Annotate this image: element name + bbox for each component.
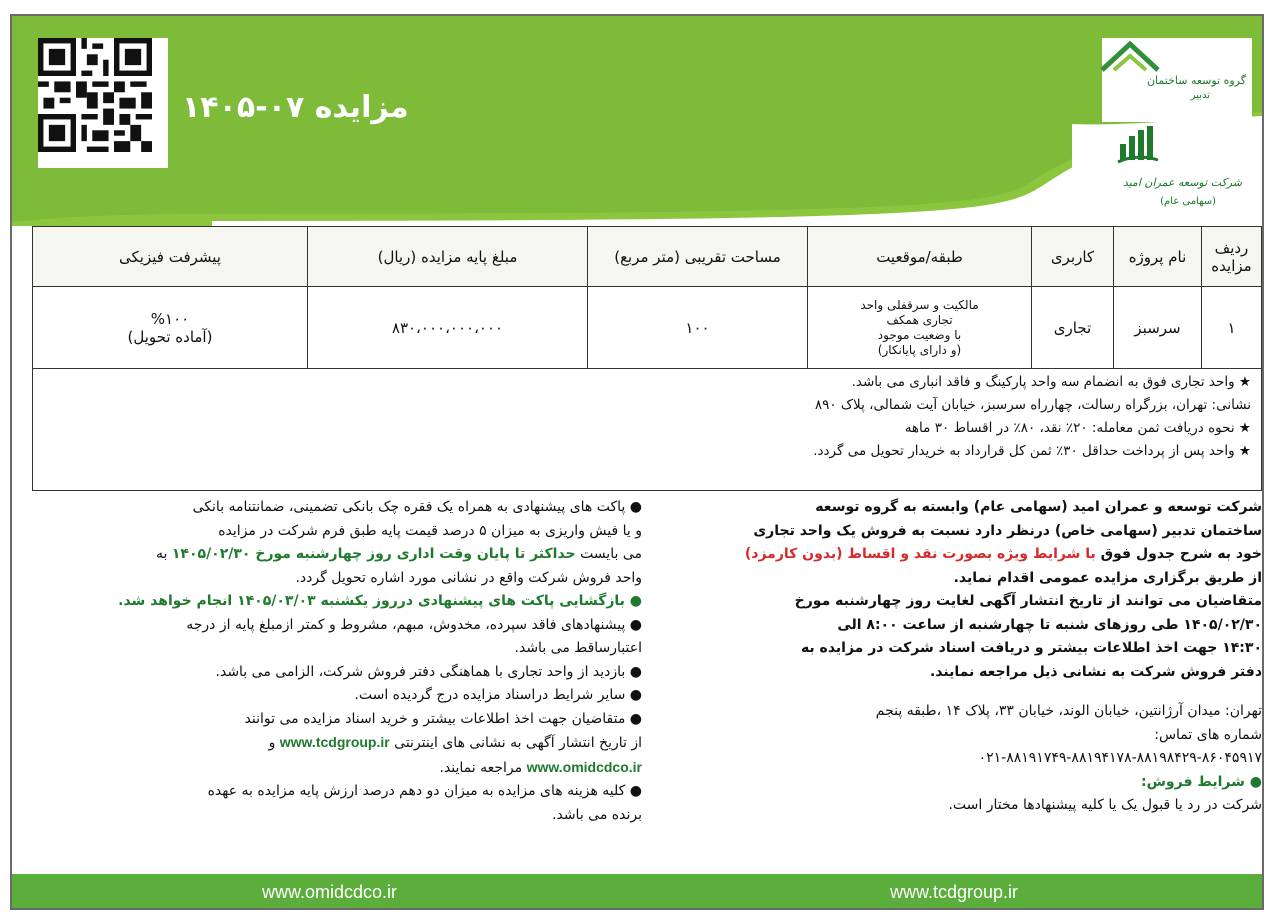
ad-frame [10,14,1264,910]
qr-code-icon [38,38,152,152]
logo-omid [1116,120,1246,220]
th-usage: کاربری [1032,227,1114,287]
bullet-line: ● بازدید از واحد تجاری با هماهنگی دفتر فروش شرکت، الزامی می باشد. [215,663,642,680]
bullet-text: به [156,546,172,562]
notes-box [32,367,1262,491]
location-line: (و دارای پایانکار) [877,342,962,357]
sale-terms-label: ● شرایط فروش: [1141,773,1262,790]
tcdgroup-link[interactable]: www.tcdgroup.ir [279,734,390,750]
omidcdco-link[interactable]: www.omidcdco.ir [526,758,642,775]
sale-terms-text: شرکت در رد یا قبول یک یا کلیه پیشنهادها مختار است. [948,797,1262,813]
body-columns [32,496,1262,868]
auction-table [32,226,1262,369]
logo-tadbir [1100,38,1250,118]
bullet-line: ● سایر شرایط دراسناد مزایده درج گردیده است. [354,687,642,703]
bullet-line: ● کلیه هزینه های مزایده به میزان دو دهم درصد ارزش پایه مزایده به عهده [207,783,642,799]
note-line: نشانی: تهران، بزرگراه رسالت، چهارراه سرسبز، خیابان آیت شمالی، پلاک ۸۹۰ [814,397,1251,413]
footer-omidcdco-link[interactable]: www.omidcdco.ir [262,882,398,902]
bullet-text: از تاریخ انتشار آگهی به نشانی های اینترنتی [389,735,642,751]
cell-area: ۱۰۰ [588,287,808,369]
bullet-text: مراجعه نمایند. [439,759,527,776]
cell-usage: تجاری [1032,287,1114,369]
spacer [650,684,1262,700]
intro-line [650,543,1262,567]
cell-radif: ۱ [1202,287,1262,369]
location-line: مالکیت و سرقفلی واحد [860,297,979,312]
logo-omid-name: شرکت توسعه عمران امید [1122,176,1242,189]
th-area: مساحت تقریبی (متر مربع) [588,227,808,287]
location-line: با وضعیت موجود [877,327,962,342]
table-row [33,287,1262,369]
bullet-line: ● پیشنهادهای فاقد سپرده، مخدوش، مبهم، مشروط و کمتر ازمبلغ پایه از درجه [186,616,642,633]
roof-logo-icon [1100,40,1160,74]
bullet-text: و [268,735,280,751]
cell-project: سرسبز [1114,287,1202,369]
table-header-row [33,227,1262,287]
logo-tadbir-name: گروه توسعه ساختمان [1146,74,1246,87]
auction-title: مزایده ۰۷-۱۴۰۵ [182,90,409,125]
phone-numbers: ۰۲۱-۸۸۱۹۱۷۴۹-۸۸۱۹۴۱۷۸-۸۸۱۹۸۴۲۹-۸۶۰۴۵۹۱۷ [978,750,1262,766]
bullet-line: و یا فیش واریزی به میزان ۵ درصد قیمت پایه طبق فرم شرکت در مزایده [218,522,642,539]
th-project: نام پروژه [1114,227,1202,287]
th-price: مبلغ پایه مزایده (ریال) [308,227,588,287]
intro-text: خود به شرح جدول فوق [1095,546,1262,562]
office-address: تهران: میدان آرژانتین، خیابان الوند، خیابان ۳۳، پلاک ۱۴ ،طبقه پنجم [875,703,1262,719]
apply-line: دفتر فروش شرکت به نشانی ذیل مراجعه نمایند. [929,663,1262,680]
location-line: تجاری همکف [886,312,953,327]
cell-progress [33,287,308,369]
cell-location [808,287,1032,369]
bullet-line: ● بازگشایی پاکت های پیشنهادی درروز یکشنبه ۱۴۰۵/۰۳/۰۳ انجام خواهد شد. [118,593,642,609]
bullet-line: برنده می باشد. [552,806,642,823]
th-progress: پیشرفت فیزیکی [33,227,308,287]
logo-omid-sub: (سهامی عام) [1160,196,1216,207]
bullet-line [32,731,642,756]
deadline-text: حداکثر تا پایان وقت اداری روز چهارشنبه مورخ ۱۴۰۵/۰۲/۳۰ [171,546,576,562]
intro-line: از طریق برگزاری مزایده عمومی اقدام نماید. [953,569,1262,586]
footer-tcdgroup-link[interactable]: www.tcdgroup.ir [890,882,1019,902]
apply-line: ۱۴۰۵/۰۲/۳۰ طی روزهای شنبه تا چهارشنبه از ساعت ۸:۰۰ الی [837,616,1262,633]
right-column [650,496,1262,818]
qr-code[interactable] [38,38,168,168]
apply-line: متقاضیان می توانند از تاریخ انتشار آگهی لغایت روز چهارشنبه مورخ [794,593,1262,609]
th-radif: ردیف مزایده [1202,227,1262,287]
phones-label: شماره های تماس: [1154,726,1262,743]
bullet-line: ● متقاضیان جهت اخذ اطلاعات بیشتر و خرید اسناد مزایده می توانند [244,710,642,727]
logo-tadbir-sub: تدبیر [1190,90,1210,101]
note-line: ★ واحد تجاری فوق به انضمام سه واحد پارکینگ و فاقد انباری می باشد. [851,374,1251,390]
apply-line: ۱۴:۳۰ جهت اخذ اطلاعات بیشتر و دریافت اسناد شرکت در مزایده به [800,640,1262,656]
bullet-line: واحد فروش شرکت واقع در نشانی مورد اشاره تحویل گردد. [295,569,642,586]
note-line: ★ نحوه دریافت ثمن معامله: ۲۰٪ نقد، ۸۰٪ در اقساط ۳۰ ماهه [904,420,1251,436]
progress-note: (آماده تحویل) [127,327,213,346]
footer-bar [12,874,1262,910]
bullet-line: ● پاکت های پیشنهادی به همراه یک فقره چک بانکی تضمینی، ضمانتنامه بانکی [192,499,642,515]
bullet-line [32,756,642,781]
omid-logo-icon [1116,122,1160,166]
bullet-line: اعتبارساقط می باشد. [514,640,642,656]
note-line: ★ واحد پس از پرداخت حداقل ۳۰٪ ثمن کل قرارداد به خریدار تحویل می گردد. [813,443,1251,459]
bullet-text: می بایست [575,546,642,562]
left-column [32,496,642,827]
bullet-line [32,543,642,567]
intro-line: شرکت توسعه و عمران امید (سهامی عام) وابسته به گروه توسعه [815,499,1262,515]
progress-value: %۱۰۰ [150,309,190,328]
special-terms: با شرایط ویژه بصورت نقد و اقساط (بدون کارمزد) [744,546,1096,562]
th-location: طبقه/موقعیت [808,227,1032,287]
header-banner [12,16,1262,226]
intro-line: ساختمان تدبیر (سهامی خاص) درنظر دارد نسبت به فروش یک واحد تجاری [753,522,1262,539]
cell-price: ۸۳۰،۰۰۰،۰۰۰،۰۰۰ [308,287,588,369]
